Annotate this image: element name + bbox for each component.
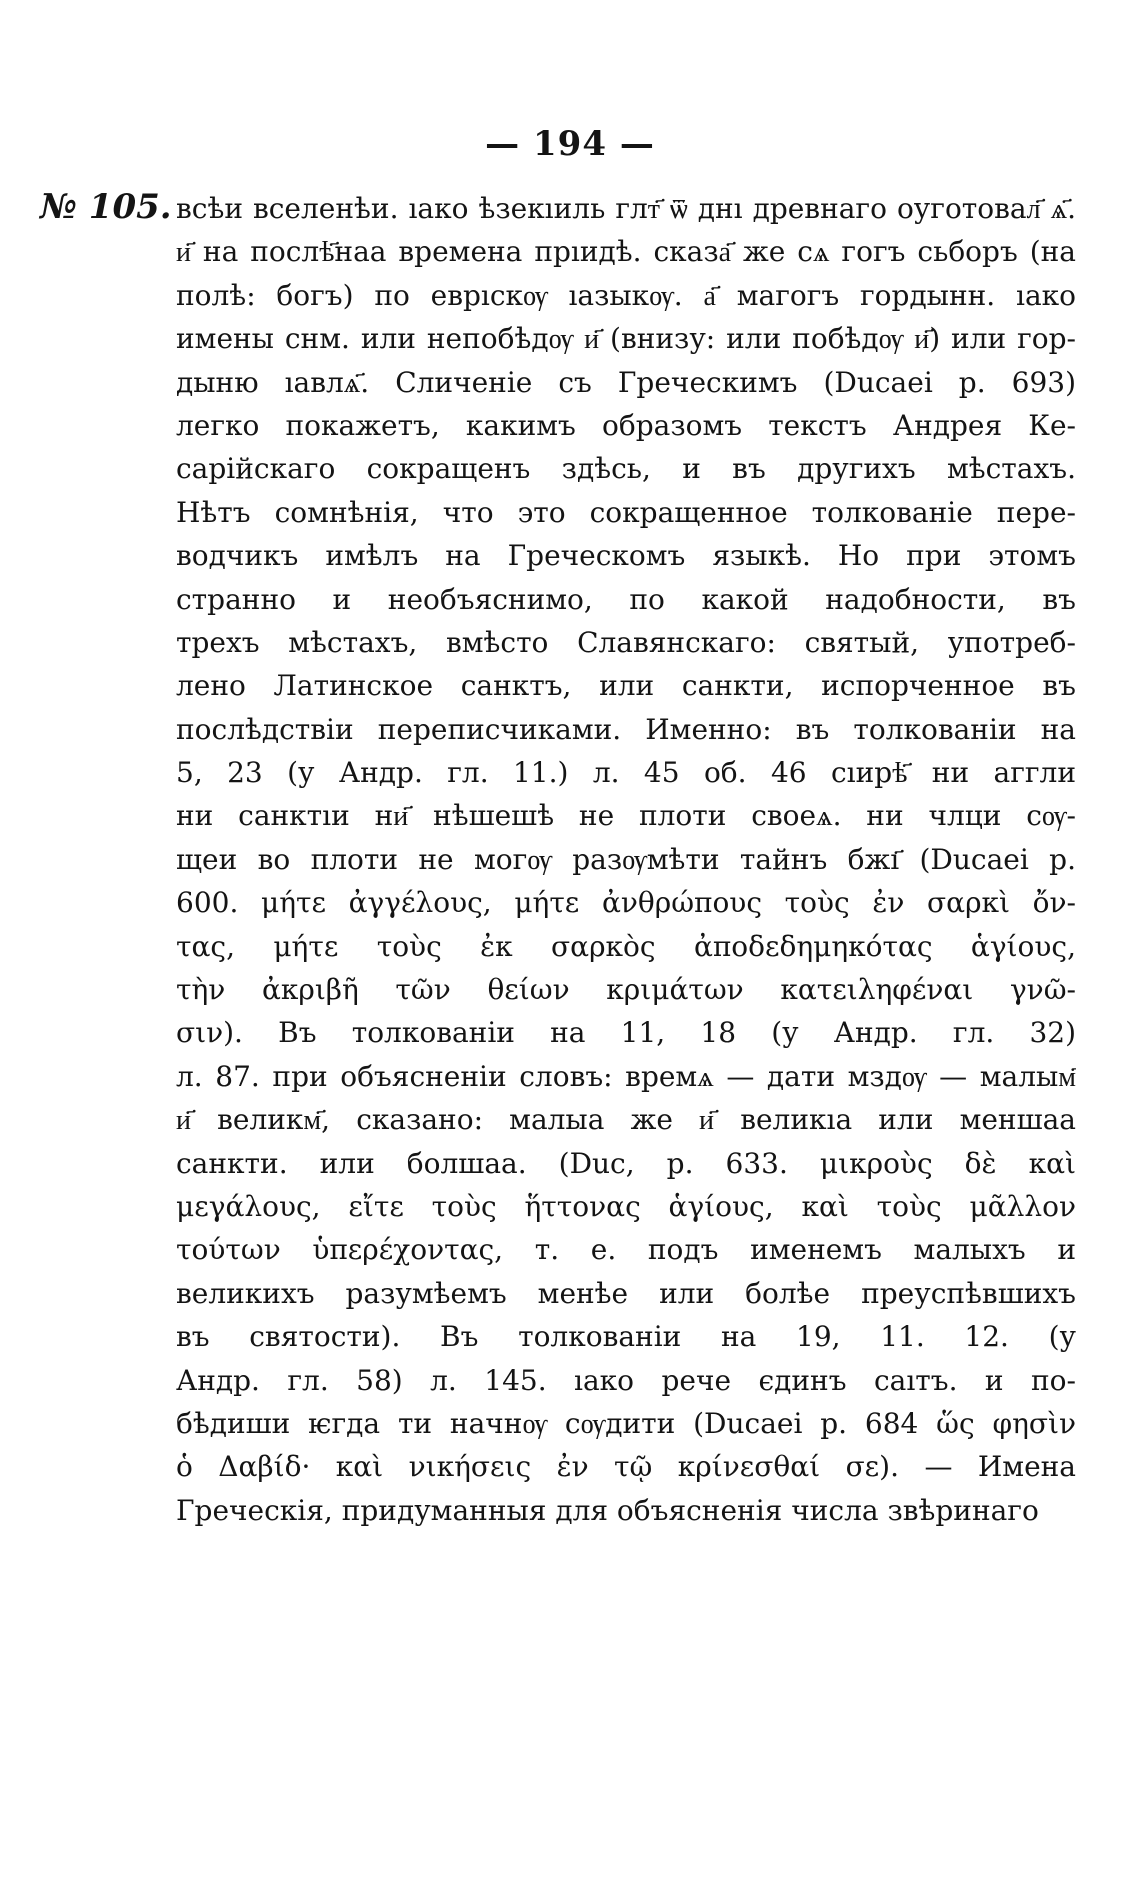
text-line: σιν). Въ толкованіи на 11, 18 (у Андр. гл. 32) — [176, 1016, 1076, 1050]
text-line: Греческія, придуманныя для объясненія числа звѣринаго — [176, 1493, 1039, 1527]
text-line: въ святости). Въ толкованіи на 19, 11. 12. (у — [176, 1320, 1076, 1354]
text-line: Нѣтъ сомнѣнія, что это сокращенное толкованіе пере- — [176, 495, 1076, 529]
text-line: всѣи вселенѣи. ıако ѣзекıиль глт҃ ѿ днı древнаго оуготовал҃ ѧ҃. — [176, 192, 1076, 225]
body-text — [176, 187, 1076, 1532]
text-line: 5, 23 (у Андр. гл. 11.) л. 45 об. 46 сıирѣ҃ ни аггли — [176, 756, 1076, 790]
text-line: ни санктıи ни҃ нѣшешѣ не плоти своеѧ. ни члци сѹ- — [176, 799, 1076, 833]
text-line: сарійскаго сокращенъ здѣсь, и въ другихъ мѣстахъ. — [176, 452, 1076, 486]
text-line: л. 87. при объясненіи словъ: времѧ — дати мздѹ — малым҃ — [176, 1059, 1076, 1093]
text-line: лено Латинское санктъ, или санкти, испорченное въ — [176, 669, 1076, 703]
text-line: Андр. гл. 58) л. 145. ıако рече єдинъ саıтъ. и по- — [176, 1363, 1076, 1397]
page-number: — 194 — — [485, 124, 655, 164]
text-line: трехъ мѣстахъ, вмѣсто Славянскаго: святый, употреб- — [176, 625, 1076, 659]
text-line: водчикъ имѣлъ на Греческомъ языкѣ. Но при этомъ — [176, 539, 1076, 573]
text-line: 600. μήτε ἀγγέλους, μήτε ἀνθρώπους τοὺς ἐν σαρκὶ ὄν- — [176, 886, 1076, 920]
entry-number: № 105. — [40, 187, 172, 227]
text-line: щеи во плоти не могѹ разѹмѣти тайнъ бжı҃ (Ducaei p. — [176, 842, 1076, 876]
text-line: санкти. или болшаа. (Duc, p. 633. μικροὺς δὲ καὶ — [176, 1146, 1076, 1180]
text-line: легко покажетъ, какимъ образомъ текстъ Андрея Ке- — [176, 408, 1076, 442]
text-line: бѣдиши ѥгда ти начнѹ сѹдити (Ducaei p. 684 ὥς φησὶν — [176, 1406, 1076, 1440]
text-line: ὁ Δαβίδ· καὶ νικήσεις ἐν τῷ κρίνεσθαί σε). — Имена — [176, 1450, 1076, 1484]
text-line: μεγάλους, εἴτε τοὺς ἥττονας ἁγίους, καὶ τοὺς μᾶλλον — [176, 1189, 1076, 1223]
text-line: τούτων ὑπερέχοντας, т. е. подъ именемъ малыхъ и — [176, 1233, 1076, 1267]
text-line: великихъ разумѣемъ менѣе или болѣе преуспѣвшихъ — [176, 1276, 1076, 1310]
text-line: странно и необъяснимо, по какой надобности, въ — [176, 582, 1076, 616]
text-line: имены снм. или непобѣдѹ и҃ (внизу: или побѣдѹ и҃) или гор- — [176, 322, 1076, 356]
text-line: дыню ıавлѧ҃. Сличеніе съ Греческимъ (Ducaei p. 693) — [176, 365, 1076, 399]
text-line: послѣдствіи переписчиками. Именно: въ толкованіи на — [176, 712, 1076, 746]
text-line: полѣ: богъ) по еврıскѹ ıазыкѹ. а҃ магогъ гордынн. ıако — [176, 278, 1076, 312]
text-line: τὴν ἀκριβῆ τῶν θείων κριμάτων κατειληφέναι γνῶ- — [176, 973, 1076, 1007]
text-line: и҃ на послѣ҃наа времена прıидѣ. сказа҃ же сѧ гогъ сьборъ (на — [176, 235, 1076, 269]
text-line: и҃ великм҃, сказано: малыа же и҃ великıа или меншаа — [176, 1103, 1076, 1137]
text-line: τας, μήτε τοὺς ἐκ σαρκὸς ἀποδεδημηκότας ἁγίους, — [176, 929, 1076, 963]
